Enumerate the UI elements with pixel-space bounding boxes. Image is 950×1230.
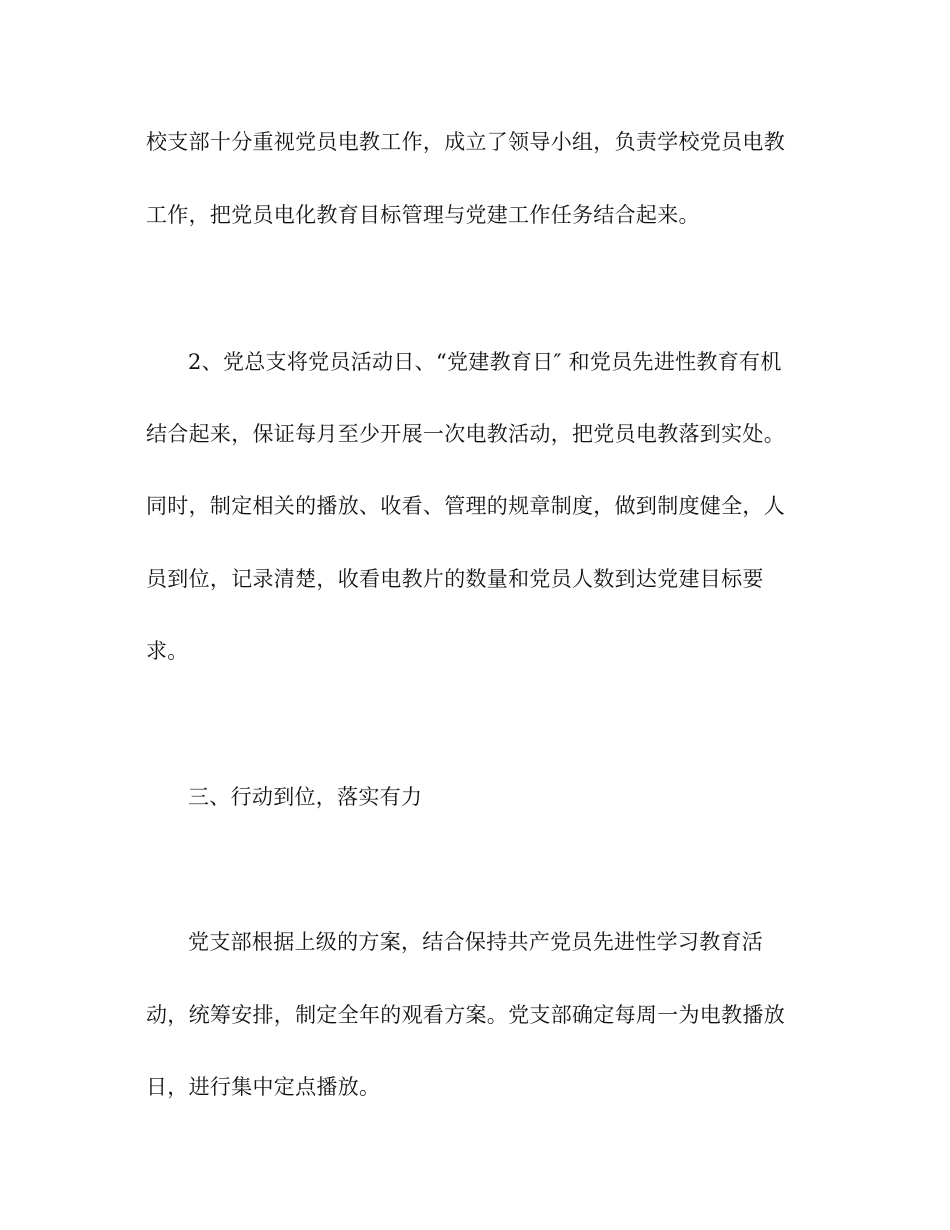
- paragraph-2-line-1: 2、党总支将党员活动日、“党建教育日″ 和党员先进性教育有机: [188, 350, 782, 374]
- section-heading: 三、行动到位，落实有力: [188, 785, 423, 809]
- paragraph-3-line-3: 日，进行集中定点播放。: [146, 1075, 381, 1099]
- paragraph-2-line-4: 员到位，记录清楚，收看电教片的数量和党员人数到达党建目标要: [146, 567, 764, 591]
- paragraph-2-line-5: 求。: [146, 639, 189, 663]
- paragraph-3-line-2: 动，统筹安排，制定全年的观看方案。党支部确定每周一为电教播放: [146, 1003, 785, 1027]
- paragraph-1-line-2: 工作，把党员电化教育目标管理与党建工作任务结合起来。: [146, 203, 700, 227]
- paragraph-2-line-3: 同时，制定相关的播放、收看、管理的规章制度，做到制度健全，人: [146, 494, 785, 518]
- paragraph-3-line-1: 党支部根据上级的方案，结合保持共产党员先进性学习教育活: [188, 930, 764, 954]
- paragraph-1-line-1: 校支部十分重视党员电教工作，成立了领导小组，负责学校党员电教: [146, 130, 785, 154]
- paragraph-2-line-2: 结合起来，保证每月至少开展一次电教活动，把党员电教落到实处。: [146, 422, 785, 446]
